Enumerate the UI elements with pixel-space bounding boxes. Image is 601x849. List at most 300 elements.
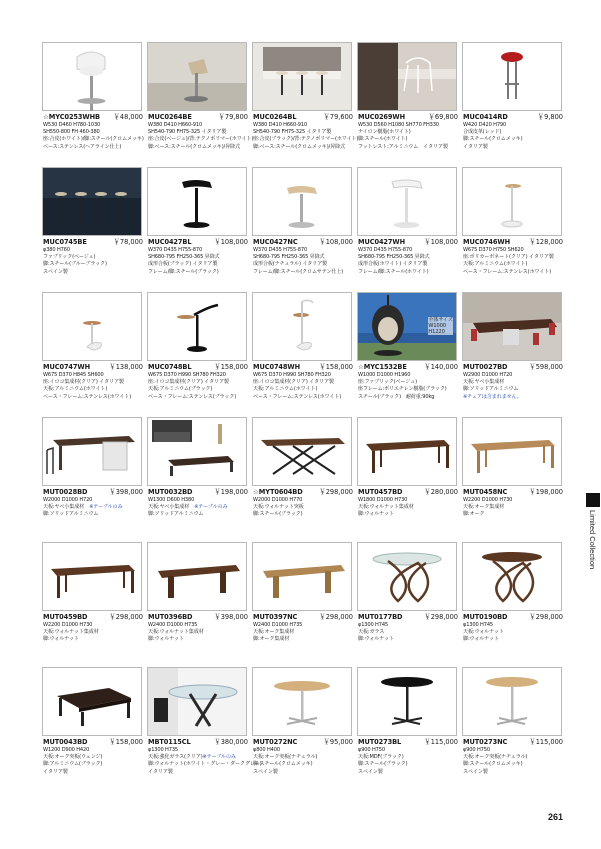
- product-header: [463, 613, 563, 622]
- spec-line: 座:イロコ集成材(クリア) イタリア製: [148, 379, 229, 386]
- spec-line: 脚:オーク集成材: [253, 636, 290, 643]
- product-header: [358, 238, 458, 247]
- product-photo: [252, 417, 352, 486]
- product-header: [43, 738, 143, 747]
- product-photo: [147, 292, 247, 361]
- spec-line: 天板:ウォルナット集成材: [358, 504, 414, 511]
- product-price: ￥128,000: [529, 238, 563, 246]
- product-photo: [462, 542, 562, 611]
- product-card: [42, 417, 142, 536]
- spec-line: スペイン製: [463, 768, 488, 775]
- spec-line: ベース・フレーム:ステンレス(ホワイト): [463, 268, 552, 275]
- product-card: [252, 542, 352, 661]
- product-photo: [42, 167, 142, 236]
- spec-line: 天板:ガラス: [358, 629, 385, 636]
- product-code: MBT0115CL: [148, 738, 191, 746]
- spec-line: 脚:ベース:スチール(クロムメッキ)/昇降式: [148, 143, 240, 150]
- lem-stool-white-icon: [358, 168, 456, 235]
- product-photo: [462, 417, 562, 486]
- spec-line: 座:合皮(ブラック)/背:テクノポリマー(ホワイト): [253, 136, 359, 143]
- product-photo: [357, 417, 457, 486]
- product-price: ￥115,000: [529, 738, 563, 746]
- product-code: MUT0177BD: [358, 613, 403, 621]
- round-bistro-table-natural-icon: [463, 668, 561, 735]
- table-only-note: ※テーブルのみ: [194, 504, 228, 511]
- spec-text: 天板:ヤベ小集成材: [148, 504, 195, 511]
- spec-line: W1000 D1000 H1960: [358, 372, 411, 378]
- spec-line: イタリア製: [43, 768, 68, 775]
- product-price: ￥298,000: [109, 613, 143, 621]
- product-price: ￥140,000: [424, 363, 458, 371]
- product-card: [42, 167, 142, 286]
- spec-line: 成形合板(ブラック) イタリア製: [148, 261, 218, 268]
- product-price: ￥198,000: [214, 488, 248, 496]
- overall-size-line: 全体サイズ: [428, 317, 453, 323]
- product-code: MUT0027BD: [463, 363, 508, 371]
- product-price: ￥280,000: [424, 488, 458, 496]
- product-code: MUC0745BE: [43, 238, 87, 246]
- spec-line: 座:ポリカーボネート(クリア) イタリア製: [463, 254, 554, 261]
- spec-line: W380 D410 H660-910: [148, 122, 203, 128]
- side-label: [581, 510, 601, 610]
- product-caption: [43, 738, 143, 776]
- spec-line: W1300 D600 H380: [148, 497, 195, 503]
- product-code: MUC0746WH: [463, 238, 510, 246]
- product-header: [148, 363, 248, 372]
- product-code: MUC0747WH: [43, 363, 90, 371]
- product-card: [252, 417, 352, 536]
- spec-line: イタリア製: [148, 768, 173, 775]
- product-card: [252, 42, 359, 161]
- product-header: [358, 113, 458, 122]
- spec-line: 脚:ベース:スチール(クロムメッキ)/昇降式: [253, 143, 345, 150]
- spec-line: SH680-795 FH250-365 昇降式: [148, 254, 220, 261]
- product-header: [43, 488, 143, 497]
- round-glass-table-x-base-icon: [148, 668, 246, 735]
- product-caption: [148, 113, 254, 151]
- spec-line: φ900 H750: [358, 747, 385, 753]
- overall-size-label: [428, 317, 453, 335]
- side-label-text: Limited Collection: [588, 510, 597, 570]
- product-price: ￥298,000: [424, 613, 458, 621]
- spec-line: φ800 H400: [253, 747, 280, 753]
- bar-stool-beige-cantilever-icon: [148, 43, 246, 110]
- product-photo: [252, 542, 352, 611]
- spec-line: SH680-795 FH250-365 昇降式: [253, 254, 325, 261]
- overall-size-line: H1220: [428, 329, 445, 335]
- product-photo: [147, 417, 247, 486]
- spec-line: スチール(ブラック) 耐荷重:90kg: [358, 393, 435, 400]
- product-price: ￥380,000: [214, 738, 248, 746]
- lem-stool-black-icon: [148, 168, 246, 235]
- product-price: ￥598,000: [529, 363, 563, 371]
- product-card: [462, 42, 562, 161]
- product-code: MUT0273NC: [463, 738, 508, 746]
- spec-line: 天板:ウォルナット突板: [253, 504, 304, 511]
- stool-disc-white-icon: [43, 293, 141, 360]
- product-header: [43, 363, 143, 372]
- product-photo: [462, 292, 562, 361]
- spec-line: 座フレーム:ポリエチレン樹脂(ブラック): [358, 386, 447, 393]
- table-oak-icon: [463, 418, 561, 485]
- spec-line: 座:イロコ集成材(クリア) イタリア製: [43, 379, 124, 386]
- product-caption: [43, 238, 143, 276]
- product-price: ￥115,000: [424, 738, 458, 746]
- product-code: MUT0396BD: [148, 613, 193, 621]
- product-photo: [357, 292, 457, 361]
- spec-line: 脚:スチール(ブルーブラック): [43, 261, 107, 268]
- spec-line: 脚:ウォルナット: [43, 636, 79, 643]
- product-header: [148, 738, 248, 747]
- product-caption: [253, 738, 353, 776]
- spec-text: 天板:ヤベ小集成材: [43, 504, 90, 511]
- product-caption: [148, 363, 248, 401]
- product-code: MUC0264BL: [253, 113, 297, 121]
- spec-line: W2000 D1000 H720: [43, 497, 93, 503]
- product-header: [148, 613, 248, 622]
- product-price: ￥298,000: [529, 613, 563, 621]
- product-card: [462, 667, 562, 786]
- spec-line: 脚:ソリッドアルミニウム: [463, 386, 519, 393]
- product-code: MUC0427NC: [253, 238, 298, 246]
- product-header: [148, 238, 248, 247]
- product-price: ￥9,800: [537, 113, 563, 121]
- spec-line: 脚:スチール(クロムメッキ): [463, 136, 523, 143]
- spec-line: W420 D420 H790: [463, 122, 507, 128]
- bar-stool-white-gas-lift-icon: [43, 43, 141, 110]
- product-price: ￥108,000: [424, 238, 458, 246]
- product-caption: [253, 363, 353, 401]
- product-caption: [463, 363, 563, 401]
- spec-line: 天板:アルミニウム(ブラック): [148, 386, 213, 393]
- product-price: ￥158,000: [214, 363, 248, 371]
- table-cross-legs-icon: [253, 418, 351, 485]
- round-bistro-table-black-icon: [358, 668, 456, 735]
- product-grid: [42, 42, 563, 792]
- product-header: [253, 363, 353, 372]
- product-photo: [252, 667, 352, 736]
- spec-line: W675 D370 H845 SH600: [43, 372, 104, 378]
- product-caption: [358, 113, 458, 151]
- product-photo: [357, 42, 457, 111]
- product-card: [147, 542, 247, 661]
- round-bistro-table-oak-icon: [253, 668, 351, 735]
- product-code: MUT0397NC: [253, 613, 298, 621]
- product-caption: [148, 613, 248, 644]
- product-card: [357, 542, 457, 661]
- product-header: [43, 113, 143, 122]
- spec-line: ベース・フレーム:ステンレス(ブラック): [148, 393, 237, 400]
- product-code: MUC0748BL: [148, 363, 192, 371]
- product-row: [42, 42, 563, 161]
- product-header: [463, 238, 563, 247]
- spec-line: W530 D460 H780-1030: [43, 122, 101, 128]
- product-caption: [43, 113, 143, 151]
- product-row: [42, 417, 563, 536]
- product-header: [463, 113, 563, 122]
- table-dark-white-leg-icon: [43, 418, 141, 485]
- product-code: ☆MYT0604BD: [253, 488, 303, 496]
- product-price: ￥298,000: [319, 488, 353, 496]
- spec-line: 天板:オーク突板(ナチュラル): [253, 754, 318, 761]
- spec-line: W370 D435 H755-870: [358, 247, 413, 253]
- spec-line: 天板:ウォルナット集成材: [43, 629, 99, 636]
- product-caption: [358, 738, 458, 776]
- spec-line: 座:ファブリック(ベージュ): [358, 379, 417, 386]
- dining-table-dark-room-icon: [463, 293, 561, 360]
- bar-stools-blue-room-icon: [43, 168, 141, 235]
- table-only-note: ※テーブルのみ: [202, 754, 236, 761]
- product-photo: [462, 42, 562, 111]
- spec-line: 脚:スチール(ブラック): [253, 511, 303, 518]
- product-row: [42, 667, 563, 786]
- page-number: 261: [548, 812, 564, 822]
- wire-stool-white-icon: [358, 43, 456, 110]
- product-photo: [252, 292, 352, 361]
- product-caption: [253, 488, 353, 519]
- spec-line: 脚:スチール(クロムメッキ): [463, 761, 523, 768]
- spec-line: φ380 H760: [43, 247, 70, 253]
- spec-line: 天板:オーク集成材: [463, 504, 505, 511]
- spec-line: ベース・フレーム:ステンレス(ホワイト): [43, 393, 132, 400]
- product-code: MUC0264BE: [148, 113, 192, 121]
- product-card: [357, 417, 457, 536]
- spec-line: φ1300 H745: [463, 622, 493, 628]
- spec-text: 天板:強化ガラス(クリア): [148, 754, 203, 761]
- product-photo: [462, 667, 562, 736]
- product-card: [357, 167, 457, 286]
- product-row: [42, 542, 563, 661]
- spec-line: 天板:オーク突板(ナチュラル): [463, 754, 528, 761]
- product-caption: [463, 613, 563, 644]
- product-photo: [42, 417, 142, 486]
- product-price: ￥69,800: [428, 113, 458, 121]
- product-caption: [253, 613, 353, 644]
- spec-line: 脚:スチール(ホワイト): [358, 136, 408, 143]
- spec-line: W2000 D1000 H770: [253, 497, 303, 503]
- chairs-not-included-note: ※チェアは含まれません。: [463, 393, 522, 400]
- spec-line: W1200 D900 H420: [43, 747, 90, 753]
- product-caption: [253, 238, 353, 276]
- product-caption: [358, 238, 458, 276]
- spec-line: 天板:アルミニウム(ホワイト): [463, 261, 528, 268]
- product-header: [253, 613, 353, 622]
- spec-line: 天板:ウォルナット: [463, 629, 504, 636]
- product-card: [357, 292, 457, 411]
- product-photo: [252, 167, 352, 236]
- product-card: [147, 167, 247, 286]
- lem-stool-natural-icon: [253, 168, 351, 235]
- product-code: MUC0427BL: [148, 238, 192, 246]
- product-caption: [148, 488, 248, 519]
- product-card: [147, 667, 262, 786]
- spec-line: 脚:ウォルナット: [358, 511, 394, 518]
- table-oak-panel-legs-icon: [253, 543, 351, 610]
- product-card: [252, 167, 352, 286]
- spec-line: W675 D370 H750 SH620: [463, 247, 524, 253]
- section-tab-marker: [586, 493, 600, 507]
- product-caption: [463, 488, 563, 519]
- product-code: MUC0427WH: [358, 238, 405, 246]
- spec-line: 脚:ソリッドアルミニウム: [148, 511, 204, 518]
- product-caption: [43, 488, 143, 519]
- product-card: [252, 667, 352, 786]
- product-card: [42, 542, 142, 661]
- spec-line: W2400 D1000 H735: [253, 622, 303, 628]
- spec-line: ベース・フレーム:ステンレス(ホワイト): [253, 393, 342, 400]
- spec-line: 脚:ウォルナット: [463, 636, 499, 643]
- spec-line: 合成皮革(レッド): [463, 129, 502, 136]
- product-caption: [463, 738, 563, 776]
- product-photo: [462, 167, 562, 236]
- spec-line: 天板:オーク集成材: [253, 629, 295, 636]
- product-code: MUT0457BD: [358, 488, 403, 496]
- spec-line: W380 D410 H660-910: [253, 122, 308, 128]
- low-table-dark-icon: [148, 418, 246, 485]
- product-header: [358, 613, 458, 622]
- product-header: [43, 613, 143, 622]
- product-price: ￥108,000: [214, 238, 248, 246]
- bar-stool-black-cantilever-icon: [253, 43, 351, 110]
- spec-line: W2900 D1000 H720: [463, 372, 513, 378]
- product-card: [357, 667, 457, 786]
- spec-line: 天板:ヤベ小集成材: [463, 379, 505, 386]
- product-caption: [358, 613, 458, 644]
- product-card: [42, 667, 142, 786]
- spec-line: W1800 D1000 H730: [358, 497, 408, 503]
- product-code: MUT0032BD: [148, 488, 193, 496]
- spec-line: φ1300 H735: [148, 747, 178, 753]
- spec-line: フットレスト:アルミニウム イタリア製: [358, 143, 448, 150]
- product-header: [253, 738, 353, 747]
- low-table-dark-wedge-icon: [43, 668, 141, 735]
- spec-line: SH550-800 FH 460-380: [43, 129, 100, 136]
- product-card: [462, 292, 562, 411]
- product-photo: [147, 542, 247, 611]
- product-card: [252, 292, 352, 411]
- product-code: ☆MYC1532BE: [358, 363, 407, 371]
- product-card: [147, 292, 247, 411]
- spec-line: 成形合板(ホワイト) イタリア製: [358, 261, 428, 268]
- spec-line: 天板:アルミニウム(ホワイト): [253, 386, 318, 393]
- product-photo: [147, 667, 247, 736]
- product-card: [147, 42, 254, 161]
- product-price: ￥158,000: [109, 738, 143, 746]
- spec-line: イタリア製: [463, 143, 488, 150]
- product-code: MUT0043BD: [43, 738, 88, 746]
- product-code: MUC0269WH: [358, 113, 405, 121]
- spec-line: SH540-790 FH75-325 イタリア製: [148, 129, 227, 136]
- product-header: [148, 113, 248, 122]
- spec-line: φ1300 H745: [358, 622, 388, 628]
- product-caption: [463, 238, 563, 276]
- product-price: ￥398,000: [214, 613, 248, 621]
- spec-line: 脚:スチール(ブラック): [358, 761, 408, 768]
- spec-line: SH680-795 FH250-365 昇降式: [358, 254, 430, 261]
- spec-line: スペイン製: [43, 268, 68, 275]
- spec-line: ベース:ステンレス(ヘアライン仕上): [43, 143, 122, 150]
- spec-line: 座:イロコ集成材(クリア) イタリア製: [253, 379, 334, 386]
- spec-line: スペイン製: [358, 768, 383, 775]
- spec-line: 脚:ウォルナット: [358, 636, 394, 643]
- table-walnut-icon: [358, 418, 456, 485]
- product-caption: [463, 113, 563, 151]
- spec-line: W370 D435 H755-870: [148, 247, 203, 253]
- product-code: MUT0028BD: [43, 488, 88, 496]
- product-caption: [358, 488, 458, 519]
- product-code: MUC0748WH: [253, 363, 300, 371]
- product-card: [462, 167, 562, 286]
- product-photo: [252, 42, 352, 111]
- spec-line: フレーム/脚:スチール(クロムサテン仕上): [253, 268, 344, 275]
- product-price: ￥398,000: [109, 488, 143, 496]
- product-price: ￥95,000: [323, 738, 353, 746]
- product-card: [42, 292, 142, 411]
- product-card: [357, 42, 457, 161]
- spec-line: 脚:ソリッドアルミニウム: [43, 511, 99, 518]
- product-header: [358, 738, 458, 747]
- stool-disc-white-tall-icon: [253, 293, 351, 360]
- spec-line: φ900 H750: [463, 747, 490, 753]
- product-photo: [357, 542, 457, 611]
- spec-line: 座:合皮(ベージュ)/背:テクノポリマー(ホワイト): [148, 136, 254, 143]
- product-photo: [357, 167, 457, 236]
- spec-line: W370 D435 H755-870: [253, 247, 308, 253]
- product-code: ☆MYC0253WHB: [43, 113, 100, 121]
- table-walnut-long-icon: [43, 543, 141, 610]
- spec-line: 脚:スチール(クロムメッキ): [253, 761, 313, 768]
- stool-disc-black-icon: [148, 293, 246, 360]
- product-code: MUT0458NC: [463, 488, 508, 496]
- product-caption: [148, 238, 248, 276]
- spec-line: W530 D560 H1080 SH770 FH330: [358, 122, 439, 128]
- spec-line: 座:合皮(ホワイト)/脚:スチール(クロムメッキ): [43, 136, 144, 143]
- spec-line: ナイロン樹脂(ホワイト): [358, 129, 411, 136]
- spec-line: W2200 D1000 H730: [43, 622, 93, 628]
- product-caption: [43, 613, 143, 644]
- spec-line: スペイン製: [253, 768, 278, 775]
- product-card: [147, 417, 247, 536]
- product-code: MUC0414RD: [463, 113, 508, 121]
- spec-line: フレーム/脚:スチール(ブラック): [148, 268, 219, 275]
- stool-disc-top-white-icon: [463, 168, 561, 235]
- product-header: [253, 488, 353, 497]
- product-photo: [147, 42, 247, 111]
- product-header: [463, 488, 563, 497]
- product-code: MUT0190BD: [463, 613, 508, 621]
- product-code: MUT0272NC: [253, 738, 298, 746]
- product-photo: [42, 542, 142, 611]
- spec-line: ファブリック(ベージュ): [43, 254, 96, 261]
- overall-size-line: W1000: [428, 323, 447, 329]
- product-price: ￥158,000: [319, 363, 353, 371]
- spec-line: 天板:オーク突板(ウェンジ): [43, 754, 103, 761]
- spec-line: W2200 D1000 H730: [463, 497, 513, 503]
- product-price: ￥198,000: [529, 488, 563, 496]
- product-code: MUT0459BD: [43, 613, 88, 621]
- round-glass-table-loops-icon: [358, 543, 456, 610]
- product-card: [462, 542, 562, 661]
- product-header: [358, 363, 458, 372]
- spec-line: 天板:MDF(ブラック): [358, 754, 404, 761]
- spec-line: 脚:オーク: [463, 511, 485, 518]
- product-price: ￥108,000: [319, 238, 353, 246]
- product-header: [253, 238, 353, 247]
- product-header: [253, 113, 353, 122]
- product-price: ￥79,600: [323, 113, 353, 121]
- spec-line: W2400 D1000 H735: [148, 622, 198, 628]
- spec-line: SH540-790 FH75-325 イタリア製: [253, 129, 332, 136]
